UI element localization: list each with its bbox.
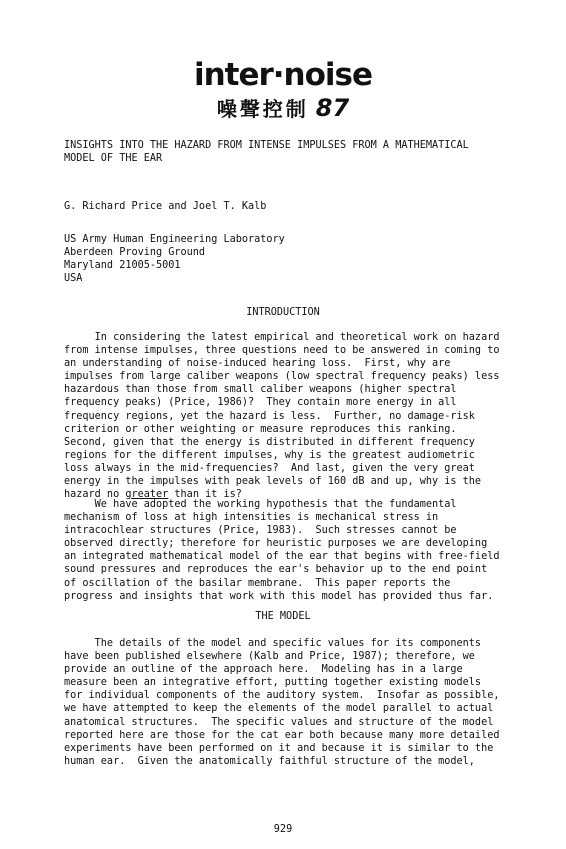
logo-wordmark-text: inter·noise: [193, 57, 373, 93]
author-affiliation: [64, 233, 504, 285]
text-line: We have adopted the working hypothesis that the fundamental: [64, 499, 457, 510]
underlined-word: greater: [125, 489, 169, 501]
text-line: progress and insights that work with this model has provided thus far.: [64, 590, 494, 602]
section-heading-introduction: INTRODUCTION: [246, 307, 320, 318]
affiliation-line: USA: [64, 273, 83, 285]
text-fragment: than it is?: [168, 489, 242, 501]
affiliation-line: Maryland 21005-5001: [64, 260, 181, 272]
text-line: In considering the latest empirical and theoretical work on hazard: [64, 332, 500, 343]
paper-title: [64, 139, 504, 165]
section-heading-the-model: THE MODEL: [255, 611, 311, 622]
text-line: human ear. Given the anatomically faithful structure of the model,: [64, 755, 475, 767]
text-line: anatomical structures. The specific values and structure of the model: [64, 716, 494, 728]
text-line: for individual components of the auditory system. Insofar as possible,: [64, 690, 500, 702]
conference-logo-wordmark: [0, 57, 566, 93]
text-line: energy in the impulses with peak levels of 160 dB and up, why is the: [64, 476, 482, 488]
text-line: from intense impulses, three questions need to be answered in coming to: [64, 345, 500, 357]
conference-logo-subline: [0, 96, 566, 120]
logo-cjk-text: 噪聲控制: [216, 97, 309, 121]
paper-authors: [64, 200, 504, 213]
text-line: we have attempted to keep the elements of the model parallel to actual: [64, 703, 494, 715]
text-line: Second, given that the energy is distributed in different frequency: [64, 436, 475, 448]
intro-paragraph-2: [64, 498, 504, 603]
text-line: mechanism of loss at high intensities is mechanical stress in: [64, 512, 439, 524]
authors-line: G. Richard Price and Joel T. Kalb: [64, 201, 267, 212]
affiliation-line: US Army Human Engineering Laboratory: [64, 234, 285, 245]
title-line: INSIGHTS INTO THE HAZARD FROM INTENSE IMPULSES FROM A MATHEMATICAL: [64, 140, 469, 151]
text-line: an understanding of noise-induced hearing loss. First, why are: [64, 358, 451, 370]
affiliation-line: Aberdeen Proving Ground: [64, 247, 206, 259]
text-line: frequency regions, yet the hazard is less. Further, no damage-risk: [64, 410, 475, 422]
text-line: reported here are those for the cat ear both because many more detailed: [64, 729, 500, 741]
text-fragment: hazard no: [64, 489, 126, 501]
text-line: impulses from large caliber weapons (low spectral frequency peaks) less: [64, 371, 500, 383]
logo-year: 87: [315, 94, 350, 122]
text-line: loss always in the mid-frequencies? And last, given the very great: [64, 462, 475, 474]
text-line: measure been an integrative effort, putting together existing models: [64, 677, 482, 689]
text-line: sound pressures and reproduces the ear's behavior up to the end point: [64, 564, 488, 576]
text-line: of oscillation of the basilar membrane. This paper reports the: [64, 577, 451, 589]
text-line: frequency peaks) (Price, 1986)? They contain more energy in all: [64, 397, 457, 409]
text-line: observed directly; therefore for heuristic purposes we are developing: [64, 538, 488, 550]
text-line: experiments have been performed on it and because it is similar to the: [64, 742, 494, 754]
text-line: provide an outline of the approach here. Modeling has in a large: [64, 664, 463, 676]
text-line: have been published elsewhere (Kalb and Price, 1987); therefore, we: [64, 651, 475, 663]
text-line: regions for the different impulses, why is the greatest audiometric: [64, 449, 475, 461]
intro-paragraph-1: [64, 331, 504, 501]
text-line: The details of the model and specific values for its components: [64, 638, 482, 649]
text-line: hazardous than those from small caliber weapons (higher spectral: [64, 384, 457, 396]
text-line: intracochlear structures (Price, 1983). Such stresses cannot be: [64, 525, 457, 537]
text-line: an integrated mathematical model of the ear that begins with free-field: [64, 551, 500, 563]
text-line: criterion or other weighting or measure reproduces this ranking.: [64, 423, 457, 435]
page-number: 929: [273, 824, 293, 835]
model-paragraph-1: [64, 637, 504, 768]
title-line: MODEL OF THE EAR: [64, 153, 163, 165]
